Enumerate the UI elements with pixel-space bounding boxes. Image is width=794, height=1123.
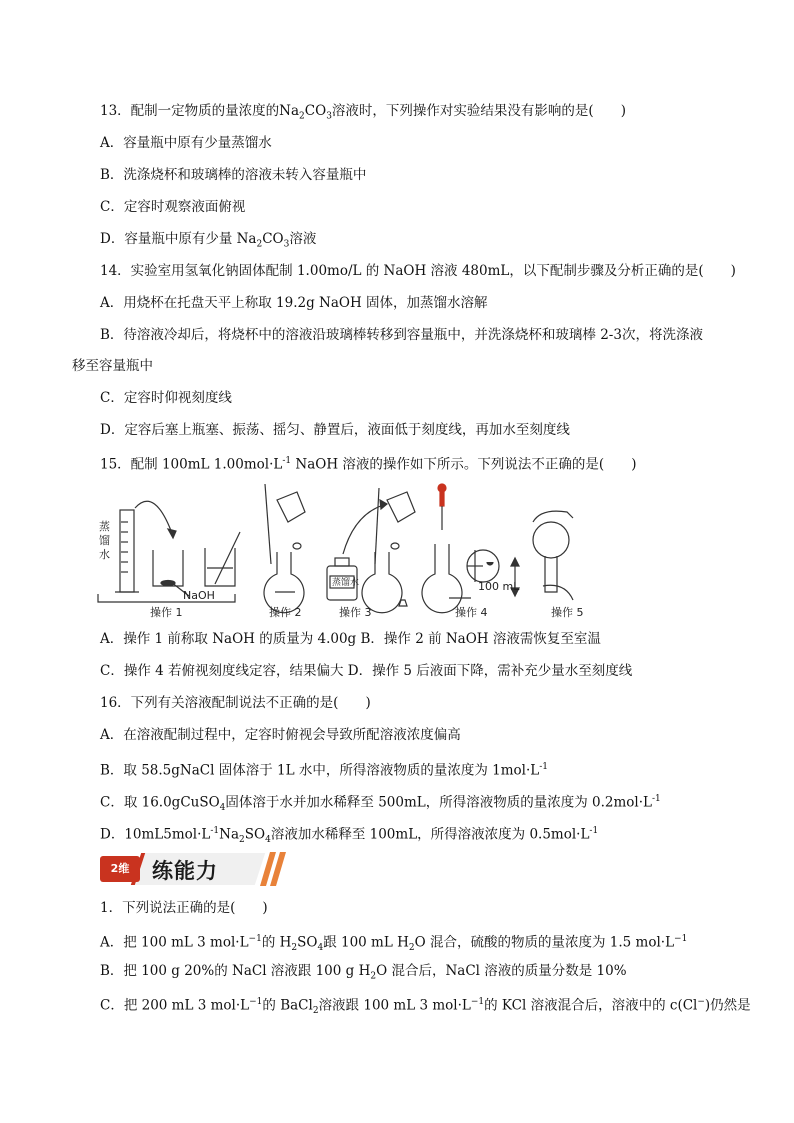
q14-option-b-line2: 移至容量瓶中 <box>72 358 153 374</box>
section-title: 练能力 <box>152 859 218 883</box>
practice-q1-option-a: A．把 100 mL 3 $mol\cdot L^{-1}$的 $H_2SO_4$跟 100 mL $H_2O$ 混合，硫酸的物质的量浓度为 1.5 $mol\cdot L^{-1}$ <box>100 934 688 954</box>
practice-q1-option-c: C．把 200 mL 3 $mol\cdot L^{-1}$的 BaCl$_2$溶液跟 100 mL 3 $mol\cdot L^{-1}$的 KCl 溶液混合后，溶液中的 c(Cl−)仍然是 <box>100 997 751 1017</box>
q14-option-c: C．定容时仰视刻度线 <box>100 390 232 406</box>
op2-label: 操作 2 <box>269 606 302 619</box>
naoh-label: NaOH <box>183 589 215 602</box>
q14-option-b-line1: B．待溶液冷却后，将烧杯中的溶液沿玻璃棒转移到容量瓶中，并洗涤烧杯和玻璃棒 2-3次，将洗涤液 <box>100 327 703 343</box>
practice-q1-option-b: B．把 100 g 20%的 NaCl 溶液跟 100 g $H_2O$ 混合后，NaCl 溶液的质量分数是 10% <box>100 963 627 982</box>
q13-option-a: A．容量瓶中原有少量蒸馏水 <box>100 135 272 151</box>
q16-option-a: A．在溶液配制过程中，定容时俯视会导致所配溶液浓度偏高 <box>100 727 461 743</box>
q16-option-b: B．取 58.5gNaCl 固体溶于 1L 水中，所得溶液物质的量浓度为 $1mol\cdot L^{-1}$ <box>100 762 549 779</box>
op3-label: 操作 3 <box>339 606 372 619</box>
q13-option-b: B．洗涤烧杯和玻璃棒的溶液未转入容量瓶中 <box>100 167 367 183</box>
q16-option-c: C．取 16.0gCuSO$_4$固体溶于水并加水稀释至 500mL，所得溶液物质的量浓度为 $0.2mol\cdot L^{-1}$ <box>100 794 661 814</box>
practice-q1-stem: 1．下列说法正确的是( ) <box>100 900 268 916</box>
op1-label: 操作 1 <box>150 606 183 619</box>
q15-options-ab: A．操作 1 前称取 NaOH 的质量为 4.00g B．操作 2 前 NaOH 溶液需恢复至室温 <box>100 631 601 647</box>
volume-label: 100 mL <box>478 580 520 593</box>
q15-options-cd: C．操作 4 若俯视刻度线定容，结果偏大 D．操作 5 后液面下降，需补充少量水至刻度线 <box>100 663 633 679</box>
op5-label: 操作 5 <box>551 606 584 619</box>
q13-option-d: D．容量瓶中原有少量 $Na_2CO_3$溶液 <box>100 231 317 250</box>
decorative-stripes <box>260 852 290 886</box>
op4-label: 操作 4 <box>455 606 488 619</box>
q16-stem: 16．下列有关溶液配制说法不正确的是( ) <box>100 695 371 711</box>
q13-stem: 13．配制一定物质的量浓度的$Na_2CO_3$溶液时，下列操作对实验结果没有影响的是( ) <box>100 103 626 122</box>
q14-option-d: D．定容后塞上瓶塞、振荡、摇匀、静置后，液面低于刻度线，再加水至刻度线 <box>100 422 570 438</box>
q13-option-c: C．定容时观察液面俯视 <box>100 199 246 215</box>
section-badge: 2维 <box>100 856 140 882</box>
water-label-2: 馏 <box>99 534 110 547</box>
q15-stem: 15．配制 100mL $1.00mol\cdot L^{-1}$ NaOH 溶液的操作如下所示。下列说法不正确的是( ) <box>100 456 637 473</box>
q14-stem: 14．实验室用氢氧化钠固体配制 1.00mo/L 的 NaOH 溶液 480mL，以下配制步骤及分析正确的是( ) <box>100 263 736 279</box>
water-label-3: 水 <box>99 548 110 561</box>
section-header <box>100 850 285 888</box>
q16-option-d: D．$10mL5mol\cdot L^{-1}Na_2SO_4$溶液加水稀释至 100mL，所得溶液浓度为 $0.5mol\cdot L^{-1}$ <box>100 826 599 846</box>
water-label-1: 蒸 <box>99 520 110 533</box>
bottle-label: 蒸馏水 <box>332 578 360 588</box>
q14-option-a: A．用烧杯在托盘天平上称取 19.2g NaOH 固体，加蒸馏水溶解 <box>100 295 488 311</box>
solution-preparation-figure <box>95 482 655 622</box>
